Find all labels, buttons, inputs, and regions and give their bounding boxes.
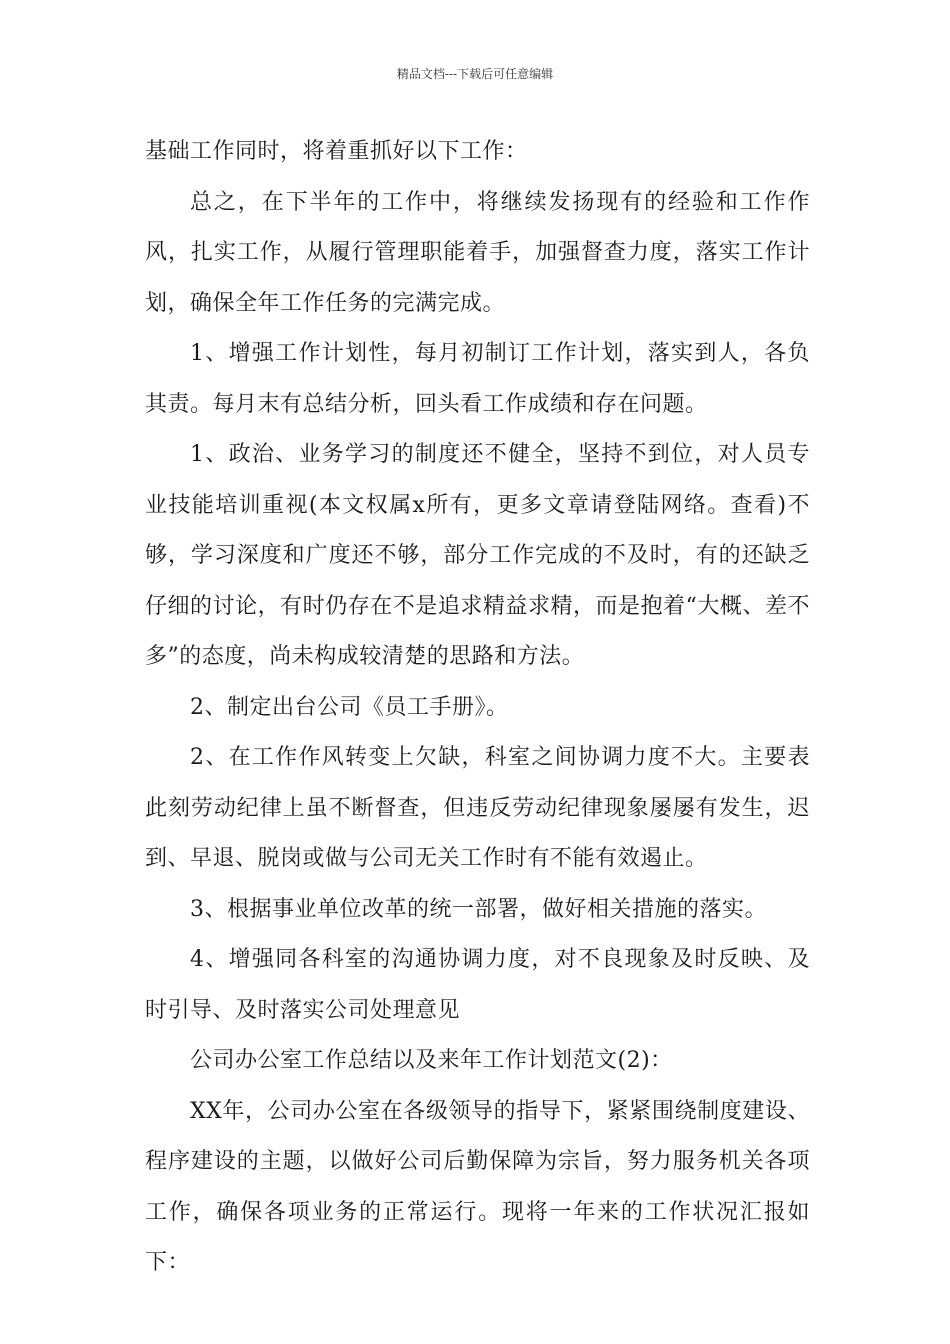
paragraph-1: 基础工作同时，将着重抓好以下工作： <box>145 139 528 164</box>
paragraph-9: 公司办公室工作总结以及来年工作计划范文(2)： <box>190 1048 673 1073</box>
paragraph-4: 1、政治、业务学习的制度还不健全，坚持不到位，对人员专业技能培训重视(本文权属x所有，更多文章请登陆网络。查看)不够，学习深度和广度还不够，部分工作完成的不及时，有的还缺乏仔细的讨论，有时仍存在不是追求精益求精，而是抱着“大概、差不多”的态度，尚未构成较清楚的思路和方法。 <box>145 442 810 669</box>
paragraph-10: XX年，公司办公室在各级领导的指导下，紧紧围绕制度建设、程序建设的主题，以做好公司后勤保障为宗旨，努力服务机关各项工作，确保各项业务的正常运行。现将一年来的工作状况汇报如下： <box>145 1098 810 1275</box>
paragraph-8: 4、增强同各科室的沟通协调力度，对不良现象及时反映、及时引导、及时落实公司处理意见 <box>145 947 810 1023</box>
paragraph-7: 3、根据事业单位改革的统一部署，做好相关措施的落实。 <box>190 896 767 922</box>
paragraph-5: 2、制定出台公司《员工手册》。 <box>190 694 509 720</box>
paragraph-2: 总之，在下半年的工作中，将继续发扬现有的经验和工作作风，扎实工作，从履行管理职能着手，加强督查力度，落实工作计划，确保全年工作任务的完满完成。 <box>145 189 810 316</box>
paragraph-6: 2、在工作作风转变上欠缺，科室之间协调力度不大。主要表此刻劳动纪律上虽不断督查，但违反劳动纪律现象屡屡有发生，迟到、早退、脱岗或做与公司无关工作时有不能有效遏止。 <box>145 745 810 871</box>
document-body <box>145 127 810 1289</box>
paragraph-3: 1、增强工作计划性，每月初制订工作计划，落实到人，各负其责。每月末有总结分析，回头看工作成绩和存在问题。 <box>145 341 810 417</box>
page-header: 精品文档---下载后可任意编辑 <box>396 67 554 81</box>
